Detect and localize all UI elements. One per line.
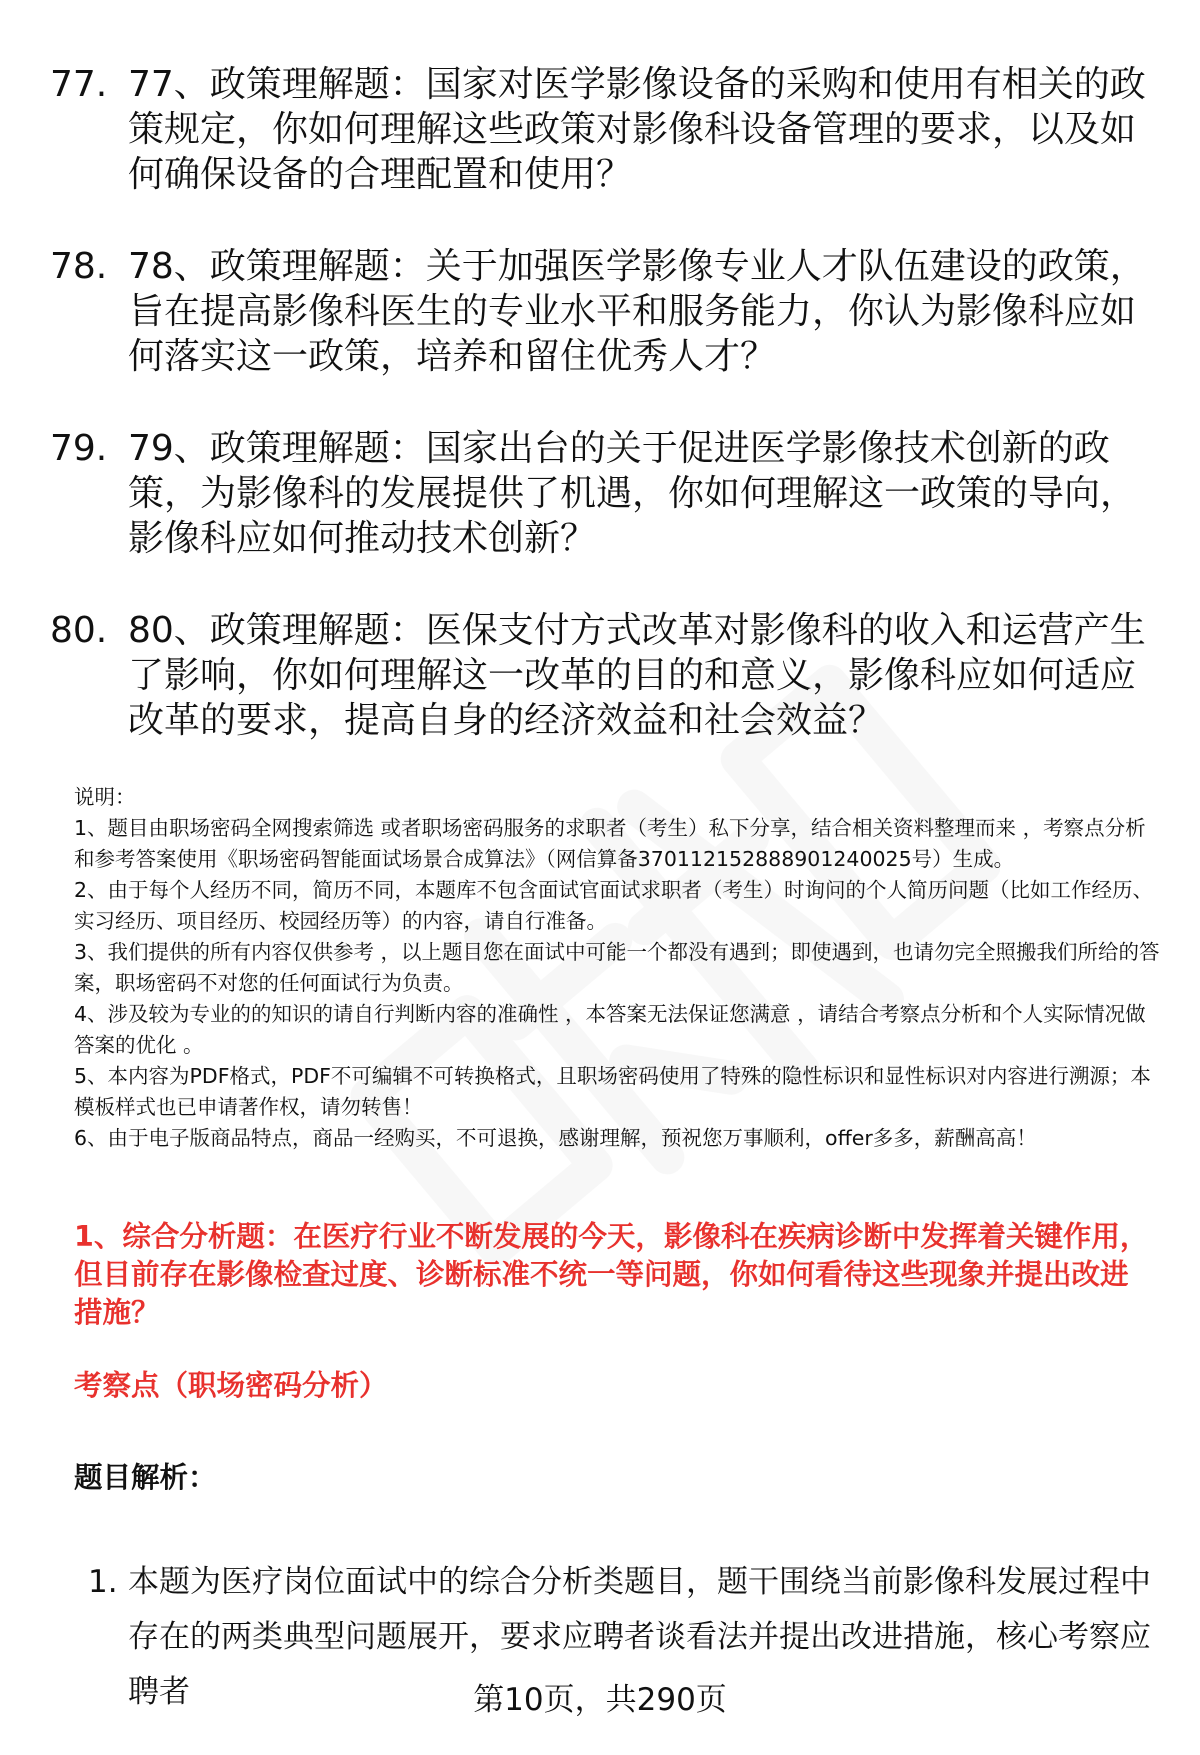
question-text: 77、政策理解题：国家对医学影像设备的采购和使用有相关的政策规定，你如何理解这些政策对影像科设备管理的要求，以及如何确保设备的合理配置和使用？ [128, 64, 1146, 195]
question-number: 78. [50, 246, 108, 287]
notes-section [74, 782, 1164, 1154]
question-item-77 [50, 62, 1160, 197]
question-item-80 [50, 608, 1160, 743]
question-number: 79. [50, 428, 108, 469]
question-text: 80、政策理解题：医保支付方式改革对影像科的收入和运营产生了影响，你如何理解这一改革的目的和意义，影像科应如何适应改革的要求，提高自身的经济效益和社会效益？ [128, 610, 1146, 741]
notes-title: 说明： [74, 785, 136, 809]
note-item: 6、由于电子版商品特点，商品一经购买，不可退换，感谢理解，预祝您万事顺利，offer多多，薪酬高高！ [74, 1126, 1037, 1150]
question-number: 80. [50, 610, 108, 651]
exam-point-label: 考察点（职场密码分析） [74, 1369, 388, 1402]
note-item: 2、由于每个人经历不同，简历不同，本题库不包含面试官面试求职者（考生）时询问的个人简历问题（比如工作经历、实习经历、项目经历、校园经历等）的内容，请自行准备。 [74, 878, 1154, 933]
question-item-79 [50, 426, 1160, 561]
analysis-number: 1. [88, 1564, 118, 1600]
question-item-78 [50, 244, 1160, 379]
main-question-heading: 1、综合分析题：在医疗行业不断发展的今天，影像科在疾病诊断中发挥着关键作用，但目前存在影像检查过度、诊断标准不统一等问题，你如何看待这些现象并提出改进措施？ [74, 1220, 1149, 1329]
page-footer: 第10页，共290页 [473, 1682, 727, 1718]
analysis-text: 本题为医疗岗位面试中的综合分析类题目，题干围绕当前影像科发展过程中存在的两类典型问题展开，要求应聘者谈看法并提出改进措施，核心考察应聘者 [128, 1564, 1151, 1710]
note-item: 5、本内容为PDF格式，PDF不可编辑不可转换格式，且职场密码使用了特殊的隐性标识和显性标识对内容进行溯源；本模板样式也已申请著作权，请勿转售！ [74, 1064, 1151, 1119]
question-text: 78、政策理解题：关于加强医学影像专业人才队伍建设的政策，旨在提高影像科医生的专业水平和服务能力，你认为影像科应如何落实这一政策，培养和留住优秀人才？ [128, 246, 1146, 377]
policy-question-list [50, 62, 1160, 790]
note-item: 3、我们提供的所有内容仅供参考 ，以上题目您在面试中可能一个都没有遇到；即使遇到，也请勿完全照搬我们所给的答案，职场密码不对您的任何面试行为负责。 [74, 940, 1160, 995]
question-text: 79、政策理解题：国家出台的关于促进医学影像技术创新的政策，为影像科的发展提供了机遇，你如何理解这一政策的导向，影像科应如何推动技术创新？ [128, 428, 1137, 559]
analysis-heading: 题目解析： [74, 1461, 217, 1494]
note-item: 1、题目由职场密码全网搜索筛选 或者职场密码服务的求职者（考生）私下分享，结合相关资料整理而来 ，考察点分析和参考答案使用《职场密码智能面试场景合成算法》（网信算备370112152888901240025号）生成。 [74, 816, 1146, 871]
question-number: 77. [50, 64, 108, 105]
note-item: 4、涉及较为专业的的知识的请自行判断内容的准确性 ，本答案无法保证您满意 ，请结合考察点分析和个人实际情况做答案的优化 。 [74, 1002, 1146, 1057]
